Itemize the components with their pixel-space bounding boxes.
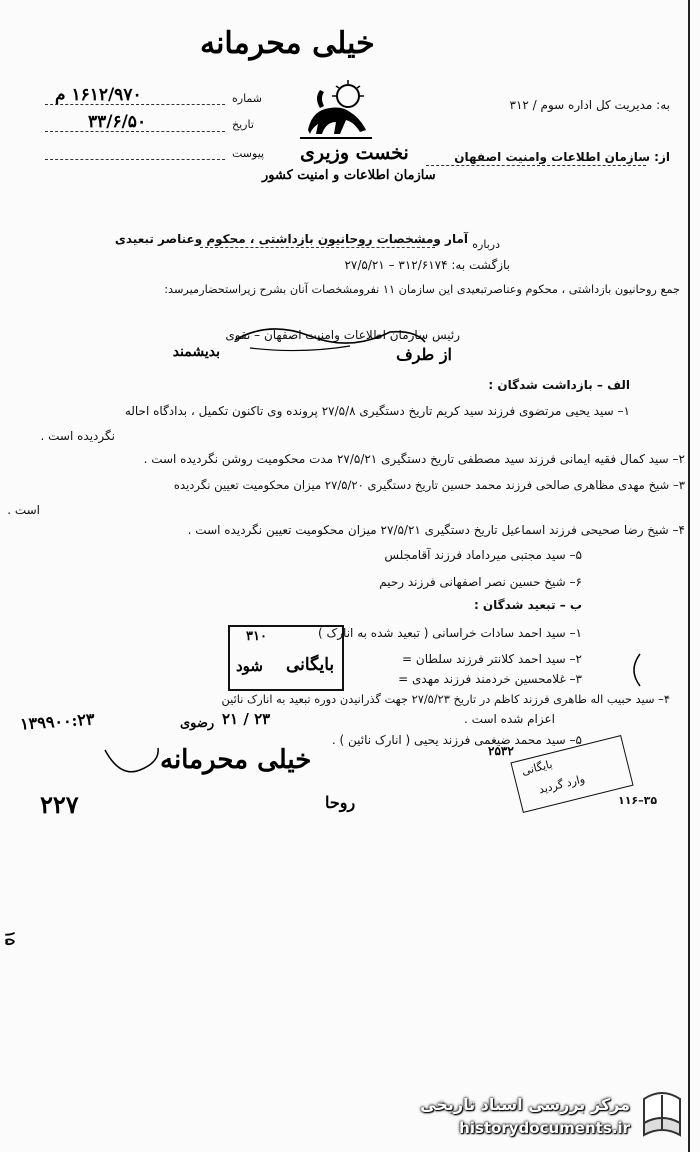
margin-note-reference-number: ۱۳۹۹۰۰:۲۳: [19, 709, 96, 734]
detainee-item-1-cont: نگردیده است .: [40, 429, 115, 443]
exile-item-4-cont: اعزام شده است .: [464, 712, 555, 726]
exile-item-3: ۳– غلامحسین خردمند فرزند مهدی =: [398, 672, 582, 686]
section-b-title: ب – تبعید شدگان :: [473, 598, 582, 612]
organization-title: سازمان اطلاعات و امنیت کشور: [262, 168, 436, 183]
subject-text: آمار ومشخصات روحانیون بازداشتی ، محکوم وعناصر تبعیدی: [114, 232, 468, 246]
number-label: شماره: [232, 92, 263, 105]
page-edge-line: [688, 0, 690, 1152]
intro-paragraph: جمع روحانیون بازداشتی ، محکوم وعناصرتبعیدی این سازمان ۱۱ نفرومشخصات آنان بشرح زیراستحضارمیرسد:: [164, 283, 680, 296]
exile-item-2: ۲– سید احمد کلانتر فرزند سلطان =: [402, 652, 582, 666]
received-stamp-word2: وارد گردید: [537, 772, 587, 797]
subject-label: درباره: [472, 238, 500, 251]
left-handwritten-number: ۲۲۷: [40, 790, 79, 819]
section-a-title: الف – بازداشت شدگان :: [488, 378, 630, 392]
signature-from: از طرف: [396, 345, 452, 364]
sender-underline: [426, 165, 646, 166]
signature-name: بدیشمند: [172, 344, 220, 360]
archive-stamp: [228, 625, 344, 691]
number-line: [45, 104, 225, 105]
margin-note-code: ۳۵–۱۱۶: [618, 794, 658, 807]
watermark-logo: [398, 1087, 688, 1145]
date-label: تاریخ: [232, 118, 254, 131]
archive-stamp-word1: بایگانی: [286, 655, 335, 675]
ministry-title: نخست وزیری: [300, 142, 409, 164]
recipient-line: به: مدیریت کل اداره سوم / ۳۱۲: [509, 98, 670, 112]
handwritten-scribble-icon: [100, 740, 160, 780]
edge-page-number: ۱۵: [1, 930, 18, 946]
archive-stamp-number: ۳۱۰: [246, 629, 267, 644]
exile-item-5: ۵– سید محمد ضیغمی فرزند یحیی ( انارک نائین ) .: [331, 733, 582, 747]
detainee-item-3: ۳– شیخ مهدی مظاهری صالحی فرزند محمد حسین تاریخ دستگیری ۲۷/۵/۲۰ میزان محکومیت تعیین نگردیده: [173, 478, 685, 492]
margin-note-date: ۲۳ / ۲۱: [222, 710, 271, 728]
margin-note-name: رضوی: [180, 716, 215, 731]
detainee-item-5: ۵– سید مجتبی میرداماد فرزند آقامجلس: [384, 548, 582, 562]
detainee-item-3-cont: است .: [7, 503, 40, 517]
exile-item-4: ۴– سید حبیب اله طاهری فرزند کاظم در تاریخ ۲۷/۵/۲۳ جهت گذرانیدن دوره تبعید به انارک نائین: [221, 692, 670, 706]
date-line: [45, 131, 225, 132]
detainee-item-4: ۴– شیخ رضا صحیحی فرزند اسماعیل تاریخ دستگیری ۲۷/۵/۲۱ میزان محکومیت تعیین نگردیده است .: [187, 523, 685, 537]
reference-line: بازگشت به: ۳۱۲/۶۱۷۴ – ۲۷/۵/۲۱: [344, 258, 510, 272]
received-stamp-word1: بایگانی: [520, 757, 554, 778]
date-value: ۳۳/۶/۵۰: [88, 112, 147, 132]
subject-underline: [200, 247, 435, 248]
sender-line: از: سازمان اطلاعات وامنیت اصفهان: [454, 150, 670, 164]
watermark-title: مرکز بررسی اسناد تاریخی: [420, 1095, 630, 1114]
detainee-item-2: ۲– سید کمال فقیه ایمانی فرزند سید مصطفی تاریخ دستگیری ۲۷/۵/۲۱ مدت محکومیت روشن نگردیده است .: [143, 452, 685, 466]
handwritten-word: روحا: [325, 793, 356, 812]
margin-bracket-icon: [620, 650, 650, 690]
number-value: ۱۶۱۲/۹۷۰ م: [55, 85, 142, 105]
detainee-item-6: ۶– شیخ حسین نصر اصفهانی فرزند رحیم: [379, 575, 582, 589]
detainee-item-1: ۱– سید یحیی مرتضوی فرزند سید کریم تاریخ دستگیری ۲۷/۵/۸ پرونده وی تاکنون تکمیل ، بدادگاه احاله: [124, 404, 630, 418]
watermark-url: historydocuments.ir: [459, 1119, 630, 1137]
top-handwritten-note: خیلی محرمانه: [200, 26, 375, 61]
document-archive-logo-icon: [636, 1089, 688, 1141]
exile-item-1: ۱– سید احمد سادات خراسانی ( تبعید شده به انارک ): [318, 626, 582, 640]
attachment-label: پیوست: [232, 147, 265, 160]
received-stamp-number: ۲۵۳۲: [488, 744, 514, 758]
signatory-line: رئیس سازمان اطلاعات وامنیت اصفهان – تقوی: [225, 328, 460, 342]
lion-and-sun-emblem-icon: [290, 78, 380, 146]
archive-stamp-word2: شود: [236, 657, 263, 675]
attachment-line: [45, 159, 225, 160]
bottom-handwritten-note: خیلی محرمانه: [160, 745, 312, 775]
